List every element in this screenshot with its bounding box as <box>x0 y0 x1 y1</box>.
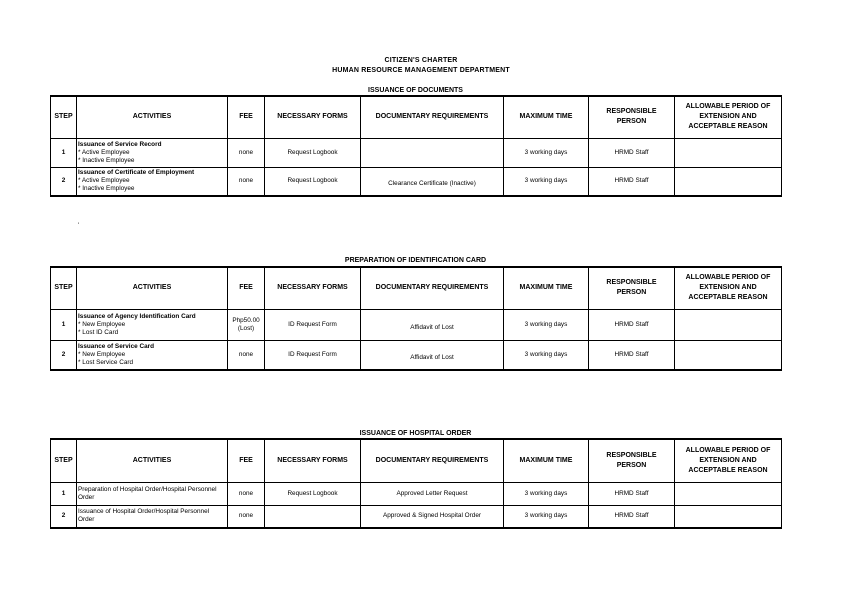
allowable-cell <box>675 309 782 340</box>
step-cell: 2 <box>51 505 77 528</box>
max-time-cell: 3 working days <box>504 309 589 340</box>
allowable-cell <box>675 167 782 196</box>
col-allowable-l1: ALLOWABLE PERIOD OF <box>685 446 771 454</box>
col-allowable-l2: EXTENSION AND <box>699 113 757 121</box>
table-row <box>51 167 782 196</box>
col-fee: FEE <box>228 267 265 309</box>
responsible-cell: HRMD Staff <box>589 138 675 167</box>
responsible-cell: HRMD Staff <box>589 340 675 370</box>
responsible-cell: HRMD Staff <box>589 482 675 505</box>
activity-title: Issuance of Service Card <box>78 342 155 350</box>
charter-title: CITIZEN'S CHARTER <box>384 57 458 64</box>
section-title-hospital-order: ISSUANCE OF HOSPITAL ORDER <box>359 430 472 437</box>
table-row <box>51 505 782 528</box>
forms-cell: ID Request Form <box>265 340 361 370</box>
requirements-text: Affidavit of Lost <box>410 323 454 331</box>
header-row <box>51 267 782 309</box>
fee-note: (Lost) <box>237 324 255 332</box>
col-activities: ACTIVITIES <box>77 439 228 482</box>
max-time-cell: 3 working days <box>504 482 589 505</box>
col-fee: FEE <box>228 96 265 138</box>
col-requirements: DOCUMENTARY REQUIREMENTS <box>361 96 504 138</box>
col-responsible <box>589 439 675 482</box>
col-forms: NECESSARY FORMS <box>265 267 361 309</box>
col-allowable-l3: ACCEPTABLE REASON <box>688 294 768 302</box>
requirements-text: Clearance Certificate (Inactive) <box>388 180 476 188</box>
forms-cell: Request Logbook <box>265 138 361 167</box>
step-cell: 2 <box>51 340 77 370</box>
requirements-cell <box>361 340 504 370</box>
fee-cell: none <box>228 482 265 505</box>
col-responsible-l1: RESPONSIBLE <box>606 279 657 287</box>
step-cell: 1 <box>51 138 77 167</box>
id-card-table <box>50 266 782 371</box>
col-responsible-l2: PERSON <box>616 289 647 297</box>
col-allowable-l2: EXTENSION AND <box>699 284 757 292</box>
allowable-cell <box>675 138 782 167</box>
stray-mark: ' <box>78 223 80 229</box>
activity-cell: Preparation of Hospital Order/Hospital Personnel Order <box>77 482 228 505</box>
activity-title: Issuance of Service Record <box>78 140 162 148</box>
col-step: STEP <box>51 439 77 482</box>
table-row <box>51 138 782 167</box>
col-allowable <box>675 439 782 482</box>
col-allowable-l3: ACCEPTABLE REASON <box>688 123 768 131</box>
fee-amount: Php50.00 <box>232 316 260 324</box>
activity-cell <box>77 138 228 167</box>
forms-cell: Request Logbook <box>265 167 361 196</box>
fee-cell <box>228 309 265 340</box>
col-max-time: MAXIMUM TIME <box>504 439 589 482</box>
activity-line: * Lost ID Card <box>78 328 119 336</box>
activity-line: * New Employee <box>78 350 126 358</box>
activity-line: * Lost Service Card <box>78 358 134 366</box>
col-allowable-l1: ALLOWABLE PERIOD OF <box>685 274 771 282</box>
step-cell: 1 <box>51 482 77 505</box>
max-time-cell: 3 working days <box>504 138 589 167</box>
section-title-id-card: PREPARATION OF IDENTIFICATION CARD <box>344 257 487 264</box>
fee-cell: none <box>228 505 265 528</box>
forms-cell: ID Request Form <box>265 309 361 340</box>
department-title: HUMAN RESOURCE MANAGEMENT DEPARTMENT <box>332 67 510 74</box>
requirements-cell <box>361 309 504 340</box>
activity-title: Issuance of Agency Identification Card <box>78 312 196 320</box>
responsible-cell: HRMD Staff <box>589 309 675 340</box>
col-step: STEP <box>51 267 77 309</box>
activity-cell: Issuance of Hospital Order/Hospital Personnel Order <box>77 505 228 528</box>
col-responsible-l1: RESPONSIBLE <box>606 451 657 459</box>
activity-line: * Inactive Employee <box>78 185 135 193</box>
col-fee: FEE <box>228 439 265 482</box>
col-responsible-l2: PERSON <box>616 118 647 126</box>
fee-cell: none <box>228 167 265 196</box>
col-responsible-l2: PERSON <box>616 461 647 469</box>
activity-cell <box>77 309 228 340</box>
requirements-text: Affidavit of Lost <box>410 353 454 361</box>
col-forms: NECESSARY FORMS <box>265 96 361 138</box>
hospital-order-table <box>50 438 782 529</box>
max-time-cell: 3 working days <box>504 167 589 196</box>
section-title-documents: ISSUANCE OF DOCUMENTS <box>368 87 463 94</box>
max-time-cell: 3 working days <box>504 505 589 528</box>
col-responsible <box>589 267 675 309</box>
forms-cell: Request Logbook <box>265 482 361 505</box>
step-cell: 2 <box>51 167 77 196</box>
fee-cell: none <box>228 340 265 370</box>
col-activities: ACTIVITIES <box>77 96 228 138</box>
fee-cell: none <box>228 138 265 167</box>
col-responsible <box>589 96 675 138</box>
col-requirements: DOCUMENTARY REQUIREMENTS <box>361 439 504 482</box>
activity-line: * Active Employee <box>78 148 130 156</box>
activity-line: * New Employee <box>78 320 126 328</box>
max-time-cell: 3 working days <box>504 340 589 370</box>
col-allowable-l1: ALLOWABLE PERIOD OF <box>685 103 771 111</box>
allowable-cell <box>675 340 782 370</box>
requirements-cell <box>361 167 504 196</box>
allowable-cell <box>675 505 782 528</box>
header-row <box>51 96 782 138</box>
responsible-cell: HRMD Staff <box>589 505 675 528</box>
col-step: STEP <box>51 96 77 138</box>
col-requirements: DOCUMENTARY REQUIREMENTS <box>361 267 504 309</box>
activity-line: * Active Employee <box>78 177 130 185</box>
activity-cell <box>77 340 228 370</box>
documents-table <box>50 95 782 197</box>
requirements-cell: Approved & Signed Hospital Order <box>361 505 504 528</box>
requirements-cell <box>361 138 504 167</box>
header-row <box>51 439 782 482</box>
table-row <box>51 309 782 340</box>
col-forms: NECESSARY FORMS <box>265 439 361 482</box>
col-allowable-l2: EXTENSION AND <box>699 456 757 464</box>
forms-cell <box>265 505 361 528</box>
col-max-time: MAXIMUM TIME <box>504 267 589 309</box>
table-row <box>51 340 782 370</box>
activity-line: * Inactive Employee <box>78 156 135 164</box>
activity-cell <box>77 167 228 196</box>
table-row <box>51 482 782 505</box>
requirements-cell: Approved Letter Request <box>361 482 504 505</box>
col-max-time: MAXIMUM TIME <box>504 96 589 138</box>
activity-title: Issuance of Certificate of Employment <box>78 169 195 177</box>
col-allowable-l3: ACCEPTABLE REASON <box>688 466 768 474</box>
col-allowable <box>675 267 782 309</box>
allowable-cell <box>675 482 782 505</box>
responsible-cell: HRMD Staff <box>589 167 675 196</box>
col-responsible-l1: RESPONSIBLE <box>606 108 657 116</box>
col-activities: ACTIVITIES <box>77 267 228 309</box>
col-allowable <box>675 96 782 138</box>
step-cell: 1 <box>51 309 77 340</box>
